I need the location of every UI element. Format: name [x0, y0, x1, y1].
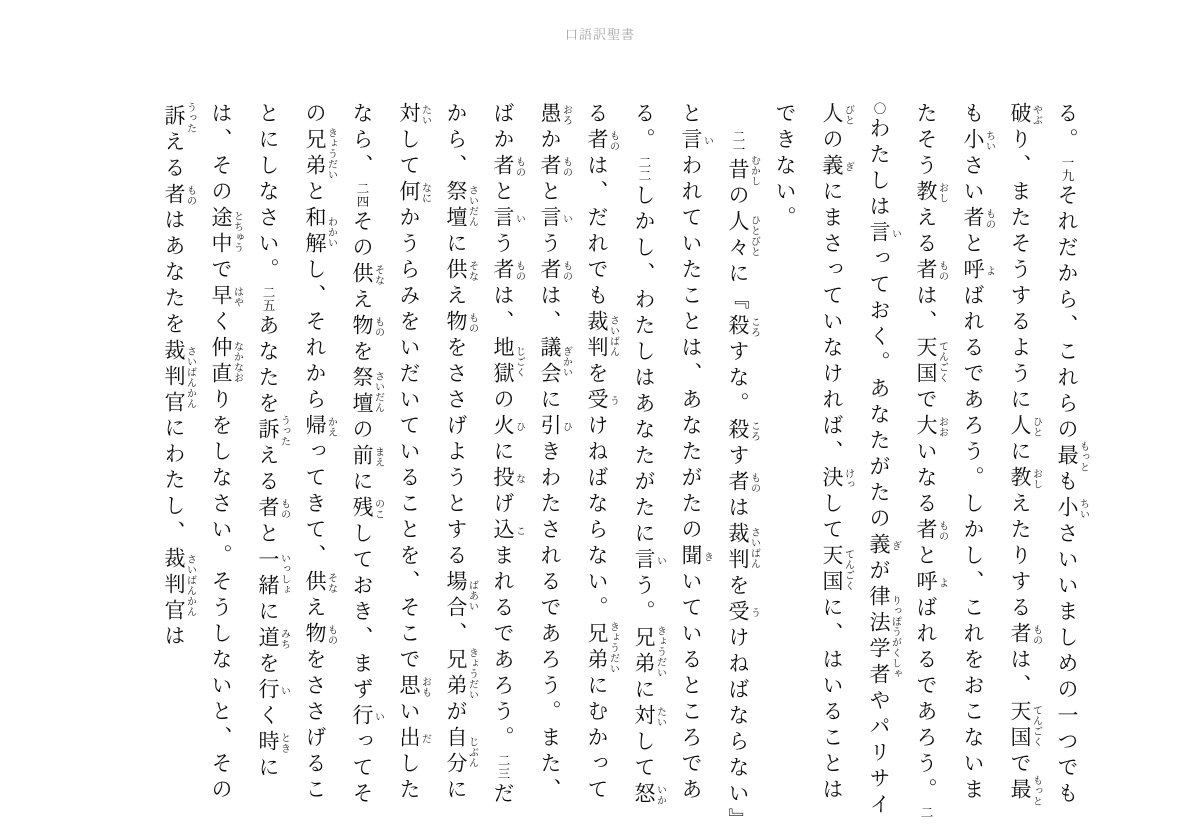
furigana-word: 天国てんごく [914, 336, 948, 388]
furigana-word: 祭壇さいだん [350, 366, 384, 418]
furigana-word: 最もっと [1008, 775, 1042, 807]
furigana-word: 言い [867, 221, 901, 247]
furigana-word: 大おお [914, 414, 948, 440]
furigana-reading: もの [184, 182, 196, 209]
verse-number: 二三 [496, 754, 510, 780]
furigana-reading: なかなお [231, 336, 243, 388]
furigana-reading: ちい [983, 128, 995, 154]
furigana-word: 途中とちゅう [209, 206, 243, 258]
furigana-reading: かえ [325, 414, 337, 441]
furigana-reading: い [560, 206, 572, 232]
furigana-word: 受う [726, 600, 760, 626]
furigana-reading: もの [560, 154, 572, 180]
furigana-word: 者もの [538, 258, 572, 284]
furigana-word: 呼よ [914, 570, 948, 596]
furigana-word: 最もっと [1055, 441, 1089, 473]
furigana-word: 帰かえ [303, 414, 337, 441]
furigana-word: 道みち [256, 626, 290, 652]
furigana-reading: さいばんかん [184, 546, 196, 625]
furigana-reading: よ [983, 258, 995, 284]
furigana-word: 供そな [303, 570, 337, 597]
furigana-reading: きょうだい [325, 127, 337, 181]
furigana-reading: だ [419, 726, 431, 752]
furigana-reading: い [513, 206, 525, 232]
furigana-reading: むかし [748, 155, 760, 187]
furigana-word: 者もの [538, 154, 572, 180]
furigana-word: 者もの [1008, 622, 1042, 648]
furigana-reading: そな [325, 570, 337, 597]
furigana-word: 義ぎ [820, 154, 854, 180]
furigana-word: 兄弟きょうだい [585, 621, 619, 675]
furigana-reading: もの [325, 622, 337, 649]
furigana-reading: ころ [748, 314, 760, 340]
furigana-reading: ばあい [466, 570, 478, 622]
furigana-reading: いか [654, 782, 666, 809]
furigana-reading: てんごく [842, 544, 854, 596]
furigana-reading: じぶん [466, 726, 478, 779]
verse-number: 二二 [637, 156, 651, 182]
furigana-reading: い [701, 128, 713, 154]
furigana-reading: てんごく [1030, 700, 1042, 752]
furigana-reading: もの [278, 496, 290, 522]
furigana-reading: びと [842, 102, 854, 128]
furigana-reading: おし [1030, 466, 1042, 492]
furigana-word: 愚おろ [538, 102, 572, 128]
furigana-word: 前まえ [350, 444, 384, 470]
furigana-word: 者もの [726, 470, 760, 496]
furigana-word: 時とき [256, 730, 290, 756]
furigana-reading: やぶ [1030, 102, 1042, 128]
furigana-word: 兄弟きょうだい [632, 625, 666, 679]
furigana-word: 残のこ [350, 496, 384, 522]
furigana-reading: もの [513, 258, 525, 284]
furigana-word: 引ひ [538, 414, 572, 440]
furigana-reading: き [701, 544, 713, 570]
furigana-reading: もの [513, 154, 525, 180]
furigana-reading: い [889, 221, 901, 247]
furigana-word: 何なに [397, 180, 431, 206]
furigana-word: 裁判さいばん [585, 310, 619, 362]
furigana-reading: もの [466, 310, 478, 336]
furigana-reading: わかい [325, 206, 337, 259]
furigana-word: 訴うった [162, 102, 196, 134]
furigana-reading: ひ [560, 414, 572, 440]
furigana-word: 言い [632, 548, 666, 574]
furigana-word: 言い [491, 206, 525, 232]
furigana-word: 兄弟きょうだい [444, 647, 478, 701]
furigana-reading: い [654, 548, 666, 574]
furigana-reading: もの [748, 470, 760, 496]
furigana-word: 思おも [397, 674, 431, 700]
furigana-word: 者もの [491, 258, 525, 284]
furigana-reading: い [278, 678, 290, 704]
furigana-reading: うった [278, 415, 290, 447]
furigana-word: 対たい [397, 102, 431, 128]
furigana-word: 者もの [585, 128, 619, 154]
furigana-word: 教おし [914, 180, 948, 206]
furigana-word: 言い [679, 128, 713, 154]
furigana-word: 義ぎ [867, 533, 901, 559]
furigana-word: 火ひ [491, 414, 525, 440]
furigana-reading: そな [466, 258, 478, 284]
furigana-word: 決けっ [820, 466, 854, 492]
furigana-word: 破やぶ [1008, 102, 1042, 128]
scripture-text-block [135, 102, 1090, 824]
furigana-reading: もの [1030, 622, 1042, 648]
furigana-reading: もの [936, 258, 948, 284]
furigana-reading: おし [936, 180, 948, 206]
furigana-word: 行い [350, 704, 384, 730]
furigana-reading: よ [936, 570, 948, 596]
furigana-word: 仲直なかなお [209, 336, 243, 388]
furigana-word: 言い [538, 206, 572, 232]
furigana-word: 人びと [820, 102, 854, 128]
furigana-reading: もの [560, 258, 572, 284]
furigana-reading: とちゅう [231, 206, 243, 258]
furigana-word: 者もの [256, 496, 290, 522]
furigana-word: 行い [256, 678, 290, 704]
furigana-reading: おも [419, 674, 431, 700]
furigana-word: 供そな [350, 262, 384, 288]
furigana-word: 訴うった [256, 415, 290, 447]
furigana-reading: ぎかい [560, 336, 572, 388]
furigana-reading: そな [372, 262, 384, 288]
furigana-reading: もの [607, 128, 619, 154]
furigana-reading: ちい [1077, 496, 1089, 522]
furigana-word: 人ひと [1008, 414, 1042, 440]
furigana-word: 地獄じごく [491, 336, 525, 388]
furigana-word: 物もの [303, 622, 337, 649]
furigana-word: 天国てんごく [1008, 700, 1042, 752]
furigana-word: 者もの [162, 182, 196, 209]
verse-number: 一九 [1060, 156, 1074, 182]
furigana-reading: い [372, 704, 384, 730]
furigana-reading: もっと [1030, 775, 1042, 807]
furigana-word: 裁判官さいばんかん [162, 338, 196, 417]
furigana-word: 者もの [914, 258, 948, 284]
furigana-reading: さいばん [607, 310, 619, 362]
verse-number: 二四 [355, 182, 369, 208]
furigana-word: 殺ころ [726, 418, 760, 444]
furigana-word: 裁判さいばん [726, 522, 760, 574]
furigana-word: 出だ [397, 726, 431, 752]
furigana-reading: きょうだい [654, 625, 666, 679]
furigana-reading: さいだん [466, 180, 478, 232]
furigana-word: 供そな [444, 258, 478, 284]
furigana-reading: じごく [513, 336, 525, 388]
furigana-reading: ひ [513, 414, 525, 440]
furigana-word: 一緒いっしょ [256, 548, 290, 600]
furigana-word: 聞き [679, 544, 713, 570]
verse-number: 二一 [731, 130, 745, 156]
furigana-reading: のこ [372, 496, 384, 522]
furigana-word: 投な [491, 466, 525, 492]
paragraph: 二一昔むかしの人々ひとびとに『殺ころすな。殺ころす者ものは裁判さいばんを受うけねばならない』と言いわれていたことは、あなたがたの聞きいているところである。二二しかし、わたしはあなたがたに言いう。兄弟きょうだいに対たいして怒いかる者ものは、だれでも裁判さいばんを受うけねばならない。兄弟きょうだいにむかって愚おろか者ものと言いう者ものは、議会ぎかいに引ひきわたされるであろう。また、ばか者ものと言いう者ものは、地獄じごくの火ひに投なげ込こまれるであろう。二三だから、祭壇さいだんに供そなえ物ものをささげようとする場合ばあい、兄弟きょうだいが自分じぶんに対たいして何なにかうらみをいだいていることを、そこで思おもい出だしたなら、二四その供そなえ物ものを祭壇さいだんの前まえに残のこしておき、まず行いってその兄弟きょうだいと和解わかいし、それから帰かえってきて、供そなえ物ものをささげることにしなさい。二五あなたを訴うったえる者ものと一緒いっしょに道みちを行いく時ときには、その途中とちゅうで早はやく仲直なかなおりをしなさい。そうしないと、その訴うったえる者ものはあなたを裁判官さいばんかんにわたし、裁判官さいばんかんは [162, 102, 760, 824]
furigana-word: 早はや [209, 284, 243, 310]
furigana-word: 人々ひとびと [726, 210, 760, 262]
furigana-word: 裁判官さいばんかん [162, 546, 196, 625]
furigana-word: 兄弟きょうだい [303, 127, 337, 181]
furigana-word: 自分じぶん [444, 726, 478, 779]
furigana-reading: う [607, 388, 619, 414]
furigana-reading: ぎ [842, 154, 854, 180]
verse-number: 二五 [261, 286, 275, 312]
furigana-reading: な [513, 466, 525, 492]
furigana-word: 物もの [444, 310, 478, 336]
furigana-reading: とき [278, 730, 290, 756]
furigana-reading: ころ [748, 418, 760, 444]
furigana-word: 対たい [632, 704, 666, 731]
furigana-reading: もの [983, 206, 995, 232]
furigana-reading: てんごく [936, 336, 948, 388]
furigana-reading: おお [936, 414, 948, 440]
furigana-word: 祭壇さいだん [444, 180, 478, 232]
furigana-reading: さいばん [748, 522, 760, 574]
furigana-reading: たい [419, 102, 431, 128]
furigana-word: 殺ころ [726, 314, 760, 340]
furigana-word: 和解わかい [303, 206, 337, 259]
furigana-word: 受う [585, 388, 619, 414]
furigana-reading: ひとびと [748, 210, 760, 262]
furigana-reading: いっしょ [278, 548, 290, 600]
furigana-reading: うった [184, 102, 196, 134]
furigana-reading: こ [513, 518, 525, 544]
furigana-reading: ひと [1030, 414, 1042, 440]
furigana-word: 呼よ [961, 258, 995, 284]
furigana-reading: きょうだい [607, 621, 619, 675]
furigana-reading: ぎ [889, 533, 901, 559]
paragraph: る。一九それだから、これらの最もっとも小ちいさいいましめの一つでも破やぶり、またそうするように人ひとに教おしえたりする者ものは、天国てんごくで最もっとも小ちいさい者ものと呼よばれるであろう。しかし、これをおこないまたそう教おしえる者ものは、天国てんごくで大おおいなる者ものと呼よばれるであろう。二〇わたしは言いっておく。あなたがたの義ぎが律法学者りっぽうがくしゃやパリサイ人びとの義ぎにまさっていなければ、決けっして天国てんごくに、はいることはできない。 [773, 102, 1089, 819]
furigana-word: 小ちい [961, 128, 995, 154]
furigana-word: 天国てんごく [820, 544, 854, 596]
furigana-reading: きょうだい [466, 647, 478, 701]
furigana-reading: もの [936, 518, 948, 544]
furigana-word: 昔むかし [726, 155, 760, 187]
furigana-reading: さいばんかん [184, 338, 196, 417]
furigana-reading: みち [278, 626, 290, 652]
furigana-reading: まえ [372, 444, 384, 470]
furigana-reading: う [748, 600, 760, 626]
furigana-word: 教おし [1008, 466, 1042, 492]
furigana-reading: おろ [560, 102, 572, 128]
furigana-reading: なに [419, 180, 431, 206]
furigana-reading: さいだん [372, 366, 384, 418]
furigana-word: 者もの [961, 206, 995, 232]
furigana-reading: はや [231, 284, 243, 310]
furigana-word: 者もの [914, 518, 948, 544]
furigana-reading: りっぽうがくしゃ [889, 585, 901, 689]
furigana-word: 者もの [491, 154, 525, 180]
furigana-reading: もの [372, 314, 384, 340]
furigana-word: 律法学者りっぽうがくしゃ [867, 585, 901, 689]
furigana-reading: もっと [1077, 441, 1089, 473]
furigana-reading: たい [654, 704, 666, 731]
furigana-reading: けっ [842, 466, 854, 492]
furigana-word: 議会ぎかい [538, 336, 572, 388]
furigana-word: 怒いか [632, 782, 666, 809]
page-header-title: 口語訳聖書 [564, 27, 635, 42]
furigana-word: 小ちい [1055, 496, 1089, 522]
furigana-word: 物もの [350, 314, 384, 340]
verse-number: 二〇 [872, 102, 933, 819]
furigana-word: 場合ばあい [444, 570, 478, 622]
furigana-word: 込こ [491, 518, 525, 544]
